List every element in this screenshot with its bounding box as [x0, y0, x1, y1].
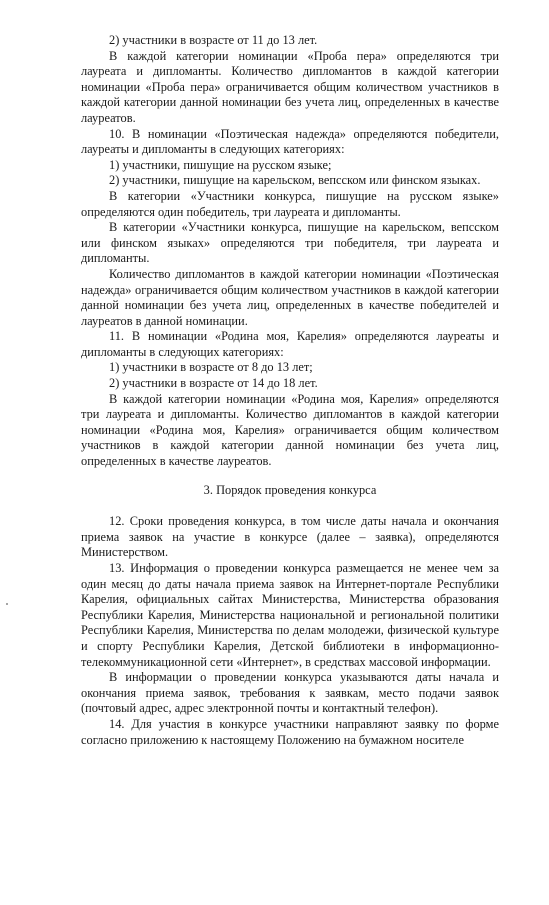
- paragraph: В каждой категории номинации «Родина моя, Карелия» определяются три лауреата и дипломанты. Количество дипломантов в каждой категории номинации «Родина моя, Карелия» ограничивается общим количеством участников в каждой категории данной номинации без учета лиц, определенных в качестве лауреатов.: [81, 391, 499, 469]
- section-heading: 3. Порядок проведения конкурса: [203, 482, 377, 497]
- paragraph: В информации о проведении конкурса указываются даты начала и окончания приема заявок, требования к заявкам, место подачи заявок (почтовый адрес, адрес электронной почты и контактный телефон).: [81, 670, 499, 716]
- paragraph: В категории «Участники конкурса, пишущие на карельском, вепсском или финском языках» определяются три победителя, три лауреата и дипломанты.: [81, 220, 499, 266]
- paragraph: 1) участники в возрасте от 8 до 13 лет;: [109, 360, 313, 375]
- paragraph: 10. В номинации «Поэтическая надежда» определяются победители, лауреаты и дипломанты в следующих категориях:: [81, 126, 499, 157]
- paragraph: В каждой категории номинации «Проба пера» определяются три лауреата и дипломанты. Количество дипломантов в каждой категории номинации «Проба пера» ограничивается общим количеством участников в каждой категории данной номинации без учета лиц, определенных в качестве лауреатов.: [81, 48, 499, 125]
- paragraph: 2) участники в возрасте от 11 до 13 лет.: [109, 33, 318, 47]
- paragraph: 11. В номинации «Родина моя, Карелия» определяются лауреаты и дипломанты в следующих категориях:: [81, 329, 499, 359]
- paragraph: 1) участники, пишущие на русском языке;: [109, 157, 332, 172]
- paragraph: Количество дипломантов в каждой категории номинации «Поэтическая надежда» ограничивается общим количеством участников в каждой категории данной номинации без учета лиц, определенных в качестве победителей и лауреатов в данной номинации.: [81, 266, 499, 328]
- paragraph: 2) участники в возрасте от 14 до 18 лет.: [109, 376, 318, 391]
- paragraph: В категории «Участники конкурса, пишущие на русском языке» определяются один победитель, три лауреата и дипломанты.: [81, 188, 499, 219]
- paragraph: 14. Для участия в конкурсе участники направляют заявку по форме согласно приложению к настоящему Положению на бумажном носителе: [81, 716, 499, 747]
- paragraph: 12. Сроки проведения конкурса, в том числе даты начала и окончания приема заявок на участие в конкурсе (далее – заявка), определяются Министерством.: [81, 514, 499, 560]
- paragraph: 13. Информация о проведении конкурса размещается не менее чем за один месяц до даты начала приема заявок на Интернет-портале Республики Карелия, официальных сайтах Министерства, Министерства образования Республики Карелия, Министерства национальной и региональной политики Республики Карелия, Министерства по делам молодежи, физической культуре и спорту Республики Карелия, Детской библиотеки в информационно-телекоммуникационной сети «Интернет», в средствах массовой информации.: [81, 561, 499, 669]
- paragraph: 2) участники, пишущие на карельском, вепсском или финском языках.: [109, 173, 481, 188]
- document-page: [81, 33, 499, 748]
- scan-speck: [6, 603, 8, 605]
